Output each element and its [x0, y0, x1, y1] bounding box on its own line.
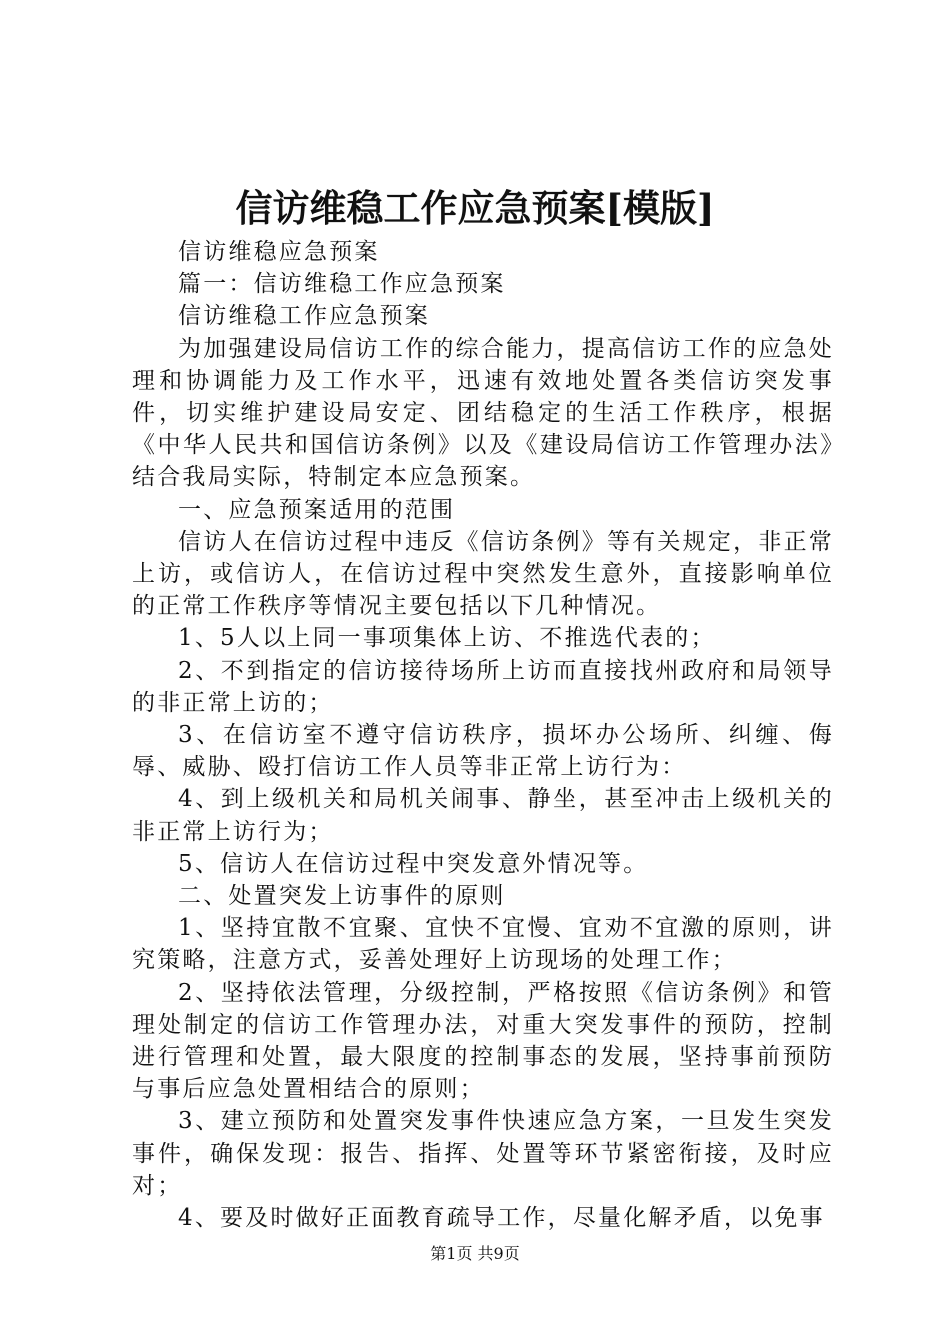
list-item: 3、建立预防和处置突发事件快速应急方案，一旦发生突发事件，确保发现：报告、指挥、处置等环节紧密衔接，及时应对；	[132, 1108, 834, 1199]
list-item: 2、坚持依法管理，分级控制，严格按照《信访条例》和管理处制定的信访工作管理办法，对重大突发事件的预防，控制进行管理和处置，最大限度的控制事态的发展，坚持事前预防与事后应急处置相结合的原则；	[132, 979, 834, 1103]
section-heading: 一、应急预案适用的范围	[178, 496, 456, 523]
paragraph: 信访维稳工作应急预案	[178, 303, 430, 330]
list-item: 5、信访人在信访过程中突发意外情况等。	[178, 850, 649, 877]
paragraph: 信访人在信访过程中违反《信访条例》等有关规定，非正常上访，或信访人，在信访过程中突然发生意外，直接影响单位的正常工作秩序等情况主要包括以下几种情况。	[132, 528, 834, 620]
list-item: 1、坚持宜散不宜聚、宜快不宜慢、宜劝不宜激的原则，讲究策略，注意方式，妥善处理好上访现场的处理工作；	[132, 915, 834, 974]
page-footer: 第1页 共9页	[430, 1244, 520, 1263]
section-heading: 二、处置突发上访事件的原则	[178, 883, 506, 910]
list-item: 1、5人以上同一事项集体上访、不推选代表的；	[178, 625, 716, 652]
document-title: 信访维稳工作应急预案[模版]	[235, 186, 715, 230]
document-body	[132, 236, 834, 1234]
list-item: 4、到上级机关和局机关闹事、静坐，甚至冲击上级机关的非正常上访行为；	[132, 786, 834, 845]
list-item: 3、在信访室不遵守信访秩序，损坏办公场所、纠缠、侮辱、威胁、殴打信访工作人员等非正常上访行为：	[132, 722, 834, 781]
paragraph: 为加强建设局信访工作的综合能力，提高信访工作的应急处理和协调能力及工作水平，迅速有效地处置各类信访突发事件，切实维护建设局安定、团结稳定的生活工作秩序，根据《中华人民共和国信访条例》以及《建设局信访工作管理办法》结合我局实际，特制定本应急预案。	[132, 335, 834, 491]
paragraph: 信访维稳应急预案	[178, 239, 380, 265]
paragraph: 篇一：信访维稳工作应急预案	[178, 271, 506, 298]
list-item: 2、不到指定的信访接待场所上访而直接找州政府和局领导的非正常上访的；	[132, 657, 834, 716]
list-item: 4、要及时做好正面教育疏导工作，尽量化解矛盾，以免事	[178, 1205, 825, 1232]
